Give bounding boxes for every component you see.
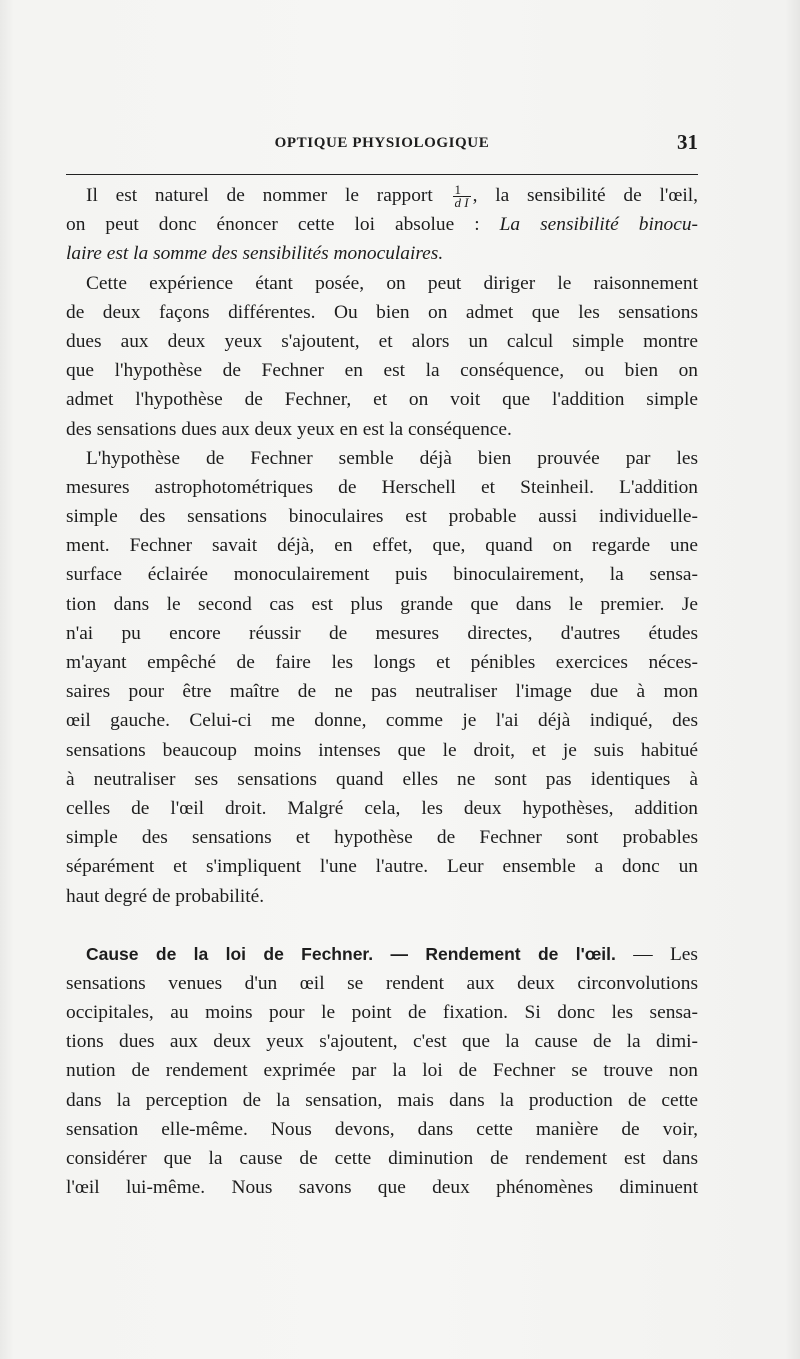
body-line: n'ai pu encore réussir de mesures directes, d'autres études xyxy=(66,622,698,644)
body-line: tion dans le second cas est plus grande que dans le premier. Je xyxy=(66,593,698,615)
running-title: OPTIQUE PHYSIOLOGIQUE xyxy=(274,135,490,151)
body-line: nution de rendement exprimée par la loi de Fechner se trouve non xyxy=(66,1060,698,1082)
body-line: celles de l'œil droit. Malgré cela, les deux hypothèses, addition xyxy=(66,797,698,819)
body-line: considérer que la cause de cette diminution de rendement est dans xyxy=(66,1148,698,1169)
section-spacer xyxy=(66,911,698,940)
fraction-numerator: 1 xyxy=(453,184,471,197)
body-line: à neutraliser ses sensations quand elles ne sont pas identiques à xyxy=(66,768,698,790)
fraction-denominator: d I xyxy=(454,195,469,211)
body-line: m'ayant empêché de faire les longs et pénibles exercices néces- xyxy=(66,652,698,673)
body-line: occipitales, au moins pour le point de fixation. Si donc les sensa- xyxy=(66,1002,698,1024)
body-line: dans la perception de la sensation, mais dans la production de cette xyxy=(66,1089,698,1111)
body-line: Cette expérience étant posée, on peut diriger le raisonnement xyxy=(86,272,698,294)
text-run: — Les xyxy=(633,943,698,965)
body-line: simple des sensations binoculaires est probable aussi individuelle- xyxy=(66,506,698,528)
body-line: saires pour être maître de ne pas neutraliser l'image due à mon xyxy=(66,681,698,703)
body-line: sensation elle-même. Nous devons, dans cette manière de voir, xyxy=(66,1118,698,1140)
body-line: surface éclairée monoculairement puis binoculairement, la sensa- xyxy=(66,564,698,586)
body-line: ment. Fechner savait déjà, en effet, que, quand on regarde une xyxy=(66,535,698,557)
text-run: , la sensibilité de l'œil, xyxy=(472,185,698,206)
section-heading: Cause de la loi de Fechner. — Rendement de l'œil. xyxy=(86,943,616,964)
body-line: sensations venues d'un œil se rendent aux deux circonvolutions xyxy=(66,972,698,994)
page-number: 31 xyxy=(677,130,698,154)
body-line: que l'hypothèse de Fechner en est la conséquence, ou bien on xyxy=(66,360,698,382)
body-line: L'hypothèse de Fechner semble déjà bien prouvée par les xyxy=(86,447,698,469)
text-run: on peut donc énoncer cette loi absolue : xyxy=(66,214,480,236)
body-line: sensations beaucoup moins intenses que le droit, et je suis habitué xyxy=(66,739,698,761)
header-rule xyxy=(66,174,698,175)
body-line: mesures astrophotométriques de Herschell et Steinheil. L'addition xyxy=(66,476,698,498)
body-line: haut degré de probabilité. xyxy=(66,885,265,907)
body-line xyxy=(66,181,698,210)
body-line: dues aux deux yeux s'ajoutent, et alors un calcul simple montre xyxy=(66,330,698,352)
body-line: laire est la somme des sensibilités monoculaires. xyxy=(66,243,444,265)
ratio-fraction xyxy=(453,184,471,209)
body-line: des sensations dues aux deux yeux en est la conséquence. xyxy=(66,418,512,440)
body-line: œil gauche. Celui-ci me donne, comme je l'ai déjà indiqué, des xyxy=(66,710,698,732)
body-line: admet l'hypothèse de Fechner, et on voit que l'addition simple xyxy=(66,389,698,411)
italic-run: La sensibilité binocu- xyxy=(499,214,698,236)
body-line: l'œil lui-même. Nous savons que deux phénomènes diminuent xyxy=(66,1177,698,1199)
running-head xyxy=(66,131,698,155)
body-line: de deux façons différentes. Ou bien on admet que les sensations xyxy=(66,301,698,323)
page-body xyxy=(66,181,698,1202)
section-first-line xyxy=(66,940,698,969)
body-line xyxy=(66,210,698,239)
body-line: simple des sensations et hypothèse de Fechner sont probables xyxy=(66,827,698,849)
text-run: Il est naturel de nommer le rapport xyxy=(86,185,433,206)
body-line: séparément et s'impliquent l'une l'autre. Leur ensemble a donc un xyxy=(66,856,698,878)
body-line: tions dues aux deux yeux s'ajoutent, c'est que la cause de la dimi- xyxy=(66,1031,698,1053)
